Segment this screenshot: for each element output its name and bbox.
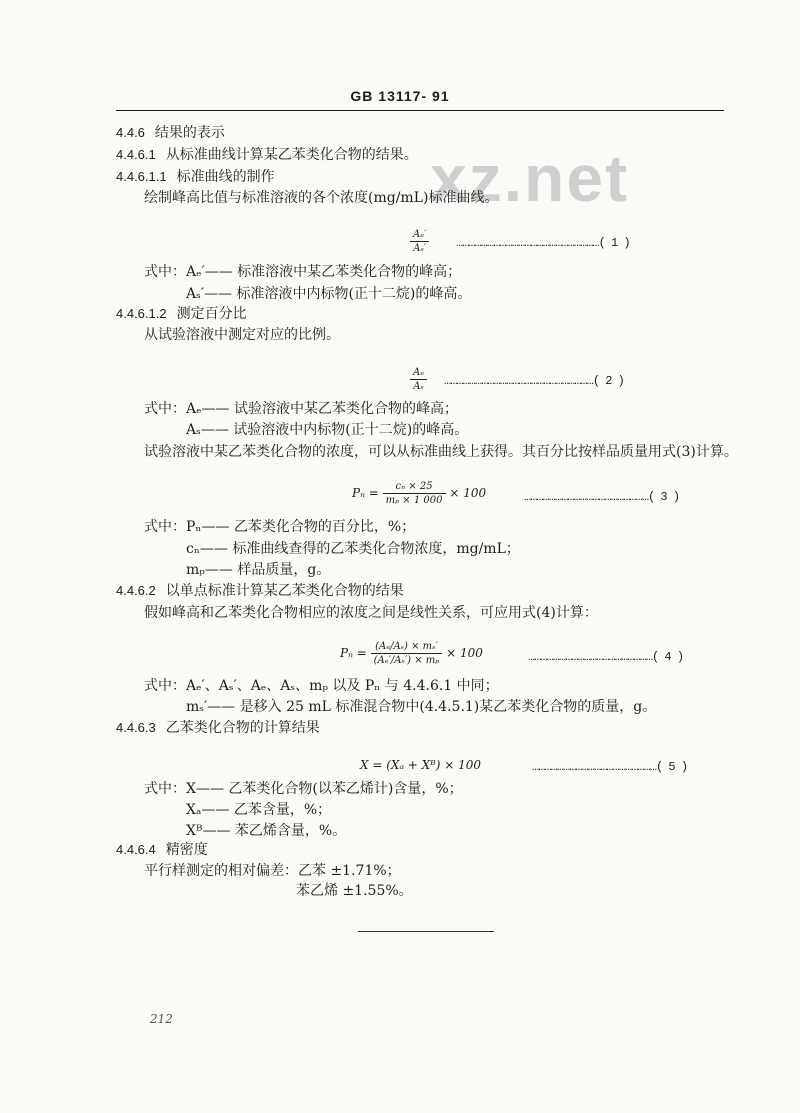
- equation-rhs: × 100: [446, 646, 483, 660]
- paragraph: 试验溶液中某乙苯类化合物的浓度，可以从标准曲线上获得。其百分比按样品质量用式(3)计算。: [144, 444, 738, 460]
- section-4-4-6-3: [116, 719, 320, 737]
- where-intro: 式中：: [144, 519, 186, 535]
- where-intro: 式中：: [144, 781, 186, 797]
- where-item: Xᴮ—— 苯乙烯含量，%。: [186, 823, 347, 839]
- section-4-4-6: [116, 124, 225, 142]
- section-number: 4.4.6.1: [116, 147, 156, 162]
- section-4-4-6-1-1: [116, 168, 275, 186]
- fraction: [410, 228, 429, 255]
- where-intro: 式中：: [144, 264, 186, 280]
- fraction-denominator: Aₛ′: [413, 243, 427, 254]
- section-number: 4.4.6: [116, 125, 145, 140]
- fraction: [410, 366, 427, 393]
- equation-2: [410, 366, 427, 393]
- where-item: Aₑ′、Aₛ′、Aₑ、Aₛ、mₚ 以及 Pₙ 与 4.4.6.1 中同；: [186, 678, 499, 694]
- paragraph: 绘制峰高比值与标准溶液的各个浓度(mg/mL)标准曲线。: [144, 190, 499, 206]
- section-number: 4.4.6.1.1: [116, 169, 167, 184]
- fraction-denominator: Aₛ: [413, 381, 424, 392]
- fraction: [383, 480, 446, 507]
- where-item: Aₑ—— 试验溶液中某乙苯类化合物的峰高；: [186, 401, 458, 417]
- fraction-numerator: Aₑ′: [410, 228, 429, 242]
- equation-number-3: ……………………………………………………( 3 ): [524, 490, 680, 504]
- fraction: [371, 640, 443, 667]
- where-item: Aₛ′—— 标准溶液中内标物(正十二烷)的峰高。: [186, 286, 472, 302]
- section-title: 乙苯类化合物的计算结果: [165, 720, 320, 736]
- where-item: Xₐ—— 乙苯含量，%；: [186, 802, 332, 818]
- equation-1: [410, 228, 429, 255]
- where-item: Aₑ′—— 标准溶液中某乙苯类化合物的峰高；: [186, 264, 462, 280]
- equation-number-4: ……………………………………………………( 4 ): [528, 650, 684, 664]
- section-title: 标准曲线的制作: [176, 169, 275, 185]
- equation-rhs: × 100: [449, 486, 487, 500]
- section-number: 4.4.6.1.2: [116, 306, 167, 321]
- end-rule: [358, 931, 494, 932]
- paragraph: 假如峰高和乙苯类化合物相应的浓度之间是线性关系，可应用式(4)计算：: [144, 605, 598, 621]
- equation-5: X = (Xₐ + Xᴮ) × 100: [360, 758, 482, 772]
- equation-4: [340, 640, 483, 667]
- fraction-numerator: cₙ × 25: [383, 480, 446, 494]
- where-item: Pₙ—— 乙苯类化合物的百分比，%；: [186, 519, 416, 535]
- section-4-4-6-1: [116, 146, 418, 164]
- equation-number-2: ………………………………………………………………( 2 ): [444, 374, 624, 388]
- page-header: GB 13117- 91: [350, 88, 450, 104]
- header-rule: [116, 110, 724, 111]
- where-item: Aₛ—— 试验溶液中内标物(正十二烷)的峰高。: [186, 422, 469, 438]
- where-item: mₚ—— 样品质量，g。: [186, 562, 331, 578]
- where-item: cₙ—— 标准曲线查得的乙苯类化合物浓度，mg/mL；: [186, 541, 520, 557]
- paragraph: 从试验溶液中测定对应的比例。: [144, 327, 340, 343]
- section-title: 从标准曲线计算某乙苯类化合物的结果。: [165, 147, 418, 163]
- where-item: mₛ′—— 是移入 25 mL 标准混合物中(4.4.5.1)某乙苯类化合物的质量，g。: [186, 699, 657, 715]
- where-intro: 式中：: [144, 678, 186, 694]
- equation-number-5: ……………………………………………………( 5 ): [532, 760, 688, 774]
- section-number: 4.4.6.2: [116, 583, 156, 598]
- equation-lhs: Pₙ =: [340, 646, 367, 660]
- fraction-denominator: mₚ × 1 000: [385, 495, 443, 506]
- section-title: 测定百分比: [176, 306, 247, 322]
- equation-lhs: Pₙ =: [352, 486, 379, 500]
- section-4-4-6-2: [116, 582, 404, 600]
- where-intro: 式中：: [144, 401, 186, 417]
- fraction-denominator: (Aₑ′/Aₛ′) × mₚ: [373, 655, 440, 666]
- equation-number-1: ……………………………………………………………( 1 ): [456, 236, 630, 250]
- section-title: 结果的表示: [154, 125, 225, 141]
- where-item: X—— 乙苯类化合物(以苯乙烯计)含量，%；: [186, 781, 463, 797]
- fraction-numerator: (Aₑ/Aₛ) × mₛ′: [371, 640, 443, 654]
- section-title: 以单点标准计算某乙苯类化合物的结果: [165, 583, 404, 599]
- section-number: 4.4.6.4: [116, 842, 156, 857]
- section-number: 4.4.6.3: [116, 720, 156, 735]
- watermark: xz.net: [430, 141, 630, 215]
- section-title: 精密度: [165, 842, 208, 858]
- equation-3: [352, 480, 486, 507]
- precision-line-ethylbenzene: 平行样测定的相对偏差：乙苯 ±1.71%；: [144, 863, 401, 879]
- section-4-4-6-1-2: [116, 305, 247, 323]
- fraction-numerator: Aₑ: [410, 366, 427, 380]
- section-4-4-6-4: [116, 841, 208, 859]
- precision-line-styrene: 苯乙烯 ±1.55%。: [296, 883, 413, 899]
- page-number: 212: [150, 1012, 173, 1026]
